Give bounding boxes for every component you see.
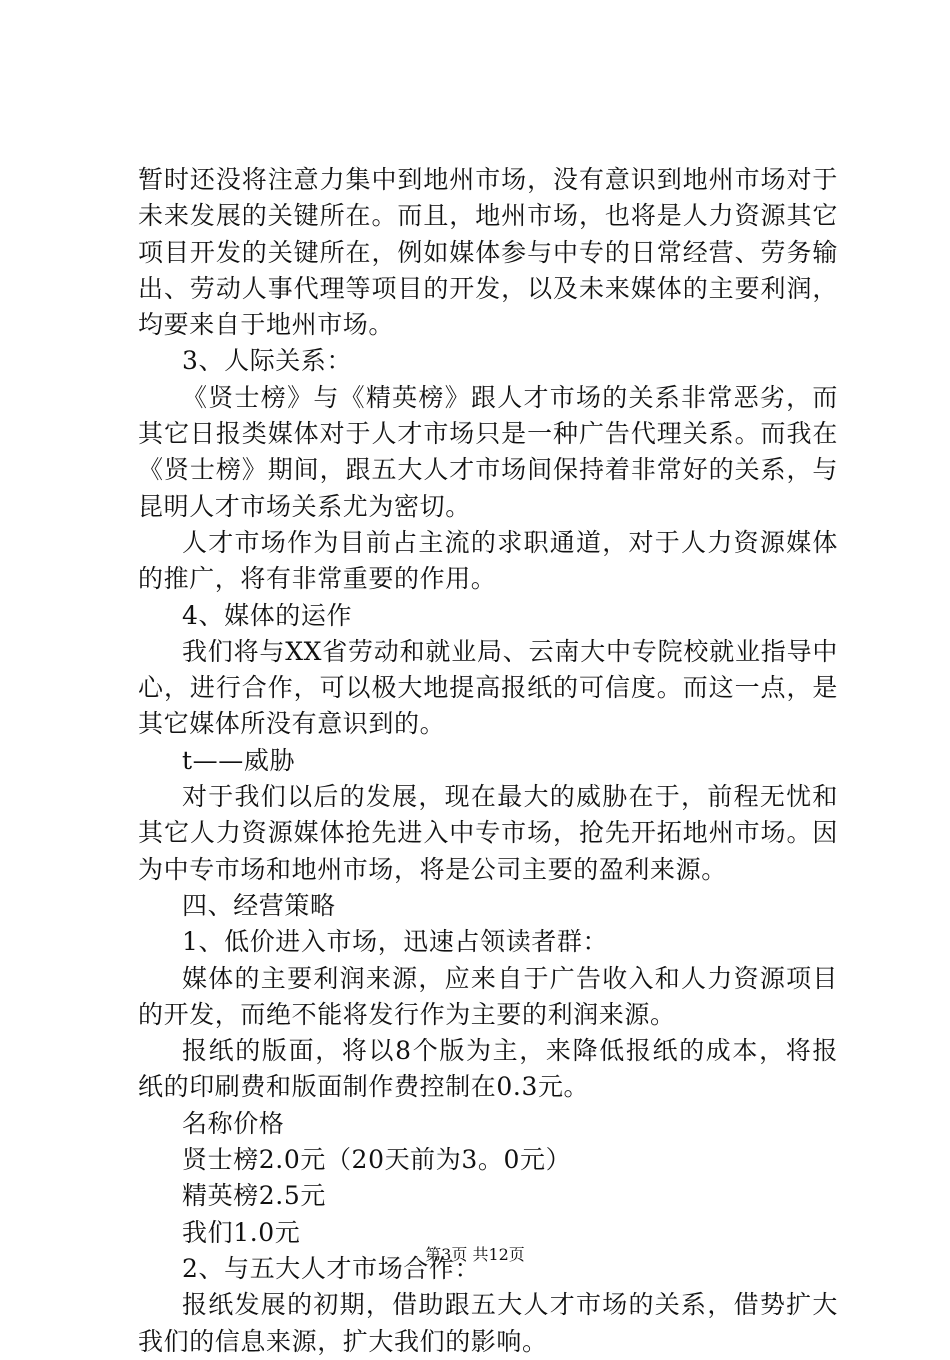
- text-line: t——威胁: [182, 745, 296, 775]
- text-line: 报纸的版面，将以8个版为主，来降低报纸的成本，将报: [182, 1036, 838, 1066]
- text-line: 《贤士榜》期间，跟五大人才市场间保持着非常好的关系，与: [138, 455, 838, 485]
- text-line: 媒体的主要利润来源，应来自于广告收入和人力资源项目: [182, 963, 838, 993]
- text-line: 出、劳动人事代理等项目的开发，以及未来媒体的主要利润，: [138, 273, 838, 303]
- text-line: 人才市场作为目前占主流的求职通道，对于人力资源媒体: [182, 527, 838, 557]
- text-line: 为中专市场和地州市场，将是公司主要的盈利来源。: [138, 854, 727, 884]
- text-line: 《贤士榜》与《精英榜》跟人才市场的关系非常恶劣，而: [182, 382, 838, 412]
- text-line: 我们将与XX省劳动和就业局、云南大中专院校就业指导中: [182, 636, 838, 666]
- text-line: 四、经营策略: [182, 890, 336, 920]
- text-line: 纸的印刷费和版面制作费控制在0.3元。: [138, 1072, 590, 1102]
- text-line: 其它媒体所没有意识到的。: [138, 709, 446, 739]
- text-line: 昆明人才市场关系尤为密切。: [138, 491, 471, 521]
- text-line: 暂时还没将注意力集中到地州市场，没有意识到地州市场对于: [138, 165, 838, 194]
- text-line: 未来发展的关键所在。而且，地州市场，也将是人力资源其它: [138, 201, 838, 231]
- text-line: 我们的信息来源，扩大我们的影响。: [138, 1326, 548, 1356]
- text-line: 1、低价进入市场，迅速占领读者群：: [182, 927, 609, 957]
- text-line: 项目开发的关键所在，例如媒体参与中专的日常经营、劳务输: [138, 237, 838, 267]
- text-line: 贤士榜2.0元（20天前为3。0元）: [182, 1145, 572, 1175]
- text-line: 对于我们以后的发展，现在最大的威胁在于，前程无忧和: [182, 782, 838, 812]
- text-line: 名称价格: [182, 1108, 285, 1138]
- text-line: 心，进行合作，可以极大地提高报纸的可信度。而这一点，是: [138, 673, 838, 703]
- text-line: 我们1.0元: [182, 1217, 301, 1247]
- text-line: 的开发，而绝不能将发行作为主要的利润来源。: [138, 999, 676, 1029]
- text-line: 的推广，将有非常重要的作用。: [138, 564, 497, 594]
- text-line: 精英榜2.5元: [182, 1181, 326, 1211]
- text-line: 均要来自于地州市场。: [138, 310, 395, 340]
- text-line: 其它人力资源媒体抢先进入中专市场，抢先开拓地州市场。因: [138, 818, 838, 848]
- text-line: 3、人际关系：: [182, 346, 353, 376]
- text-line: 2、与五大人才市场合作：: [182, 1253, 481, 1283]
- text-line: 4、媒体的运作: [182, 600, 353, 630]
- text-line: 报纸发展的初期，借助跟五大人才市场的关系，借势扩大: [182, 1290, 838, 1320]
- document-body: [138, 162, 838, 1360]
- page-footer: 第3页 共12页: [425, 1245, 525, 1264]
- text-line: 其它日报类媒体对于人才市场只是一种广告代理关系。而我在: [138, 419, 838, 449]
